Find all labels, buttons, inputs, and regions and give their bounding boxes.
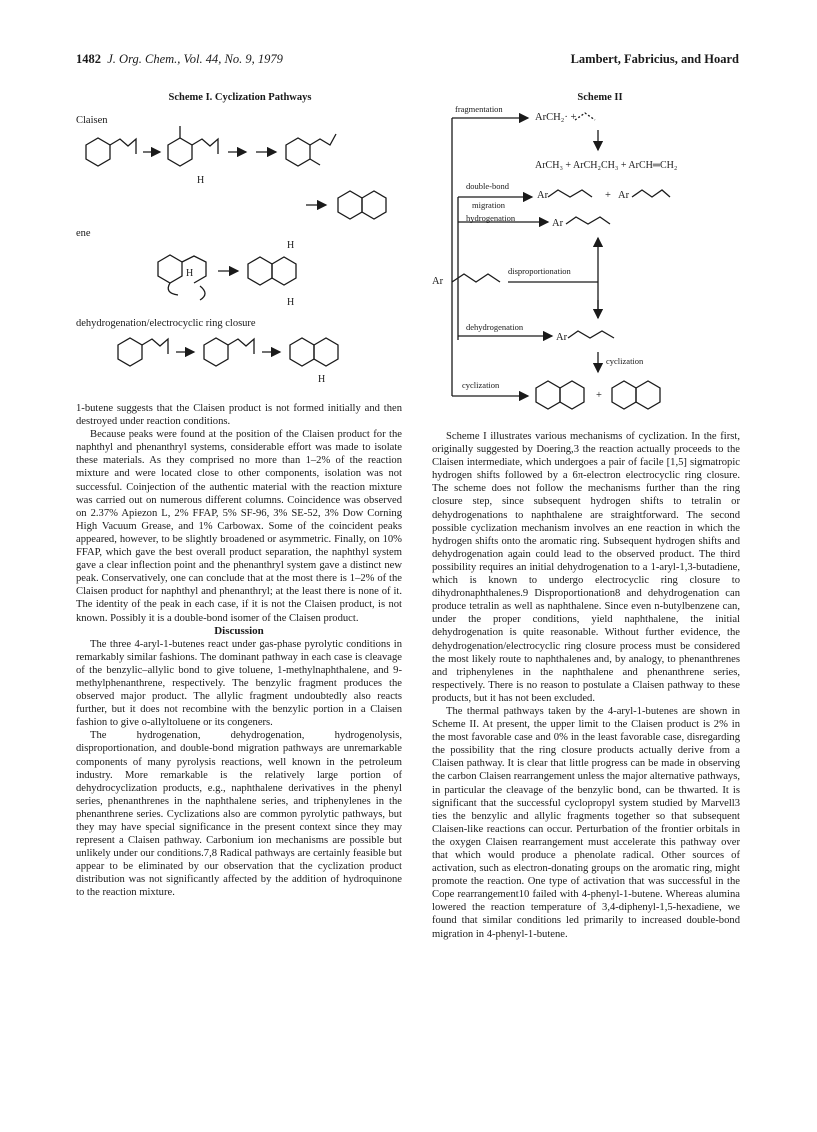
dehydro-diene-structure [204, 338, 254, 366]
right-column [432, 430, 740, 941]
ene-product-structure [248, 257, 296, 285]
allyl-radical [575, 113, 595, 120]
ene-product-h-top: H [287, 240, 295, 251]
left-para-4: The hydrogenation, dehydrogenation, hydrogenolysis, disproportionation, and double-bond migration pathways are unremarkable components of many pyrolysis reactions, well known in the petroleum industry. More remarkable is the relatively large portion of dehydrocyclization products, e.g., naphthalene derivatives in the phenyl series, phenanthrenes in the naphthalene series, and triphenylenes in the phenanthrene series. Cyclizations also are common pyrolytic pathways, but they may have special significance in the present context since they may represent a Claisen pathway. Carbonium ion mechanisms are possible but unlikely under our conditions.7,8 Radical pathways are certainly feasible but appear to be eliminated by our observation that the cyclization product distribution was not significantly affected by the addition of hydroquinone to the reaction mixture. [76, 730, 402, 899]
cyclization-plus: + [596, 390, 602, 401]
claisen-product-bicyclic [338, 191, 386, 219]
diene-ar: Ar [556, 332, 568, 343]
dehydro-product-structure [290, 338, 338, 366]
ene-reactant-structure [158, 255, 206, 300]
left-para-1: 1-butene suggests that the Claisen product is not formed initially and then destroyed under reaction conditions. [76, 403, 402, 428]
scheme1-title: Scheme I. Cyclization Pathways [168, 92, 312, 103]
tetralin-structure [612, 381, 660, 409]
fragment-products-line: ArCH₃ + ArCH₂CH₃ + ArCH═CH₂ [535, 160, 678, 171]
ene-reactant-h-label: H [186, 268, 194, 279]
claisen-dihydro-structure [286, 134, 336, 166]
scheme2-title: Scheme II [577, 92, 623, 103]
running-header-authors: Lambert, Fabricius, and Hoard [570, 52, 739, 66]
left-para-2: Because peaks were found at the position of the Claisen product for the naphthyl and phenanthryl systems, considerable effort was made to isolate these materials. As they comprised no more than 1–2% of the reaction mixture and were located close to other components, isolation was not successful. Coinjection of the authentic material with the reaction mixture was carried out on numerous different columns. Coincidence was observed on 2.37% Apiezon L, 2% FFAP, 5% SF-96, 3% SE-52, 3% Dow Corning High Vacuum Grease, and 1% Carbowax. Some of the coincident peaks appeared, however, to be slightly broadened or asymmetric. Finally, on 10% FFAP, which gave the best overall product separation, the naphthyl system gave a clear inflection point and the phenanthryl system gave a distinct new peak. Conservatively, one can conclude that at the most there is 1–2% of the Claisen product for naphthyl and phenanthryl; at the least there is none of it. The identity of the peak in each case, if it is not the Claisen product, is not known. Possibly it is a double-bond isomer of the Claisen product. [76, 429, 402, 624]
migration-product-1 [548, 190, 592, 197]
label-double-bond: double-bond [466, 181, 509, 191]
right-para-1: Scheme I illustrates various mechanisms of cyclization. In the first, originally suggested by Doering,3 the reaction actually proceeds to the Claisen intermediate, which undergoes a pair of facile [1,5] sigmatropic hydrogen shifts followed by a 6π-electron electrocyclic ring closure. The scheme does not follow the mechanisms further than the ring closure step, since subsequent hydrogen shifts to tetralin or dehydrogenations to naphthalene are straightforward. The second possible cyclization mechanism involves an ene reaction in which the hydrogen shifts onto the aromatic ring. Subsequent hydrogen shifts and dehydrogenation again could lead to the observed product. The third possibility requires an initial dehydrogenation to a 1-aryl-1,3-butadiene, which is known to undergo electrocyclic ring closure to dihydronaphthalenes.9 Disproportionation8 and dehydrogenation can produce tetralin as well as naphthalene. Since even n-butylbenzene can, under the proper conditions, yield naphthalene, the initial dehydrogenation is quite reasonable. Without further evidence, the dehydrogenation/electrocyclic ring closure process must be considered the most likely route to naphthalenes and, by analogy, to phenanthrenes and triphenylenes in the naphthalene and phenanthrene series, respectively. There is no reason to postulate a Claisen pathway to these products, but it has not been excluded. [432, 431, 740, 704]
claisen-reactant-structure [86, 138, 136, 166]
discussion-heading: Discussion [214, 624, 264, 637]
scheme1-dehydro-label: dehydrogenation/electrocyclic ring closure [76, 318, 256, 329]
right-para-2: The thermal pathways taken by the 4-aryl-1-butenes are shown in Scheme II. At present, the upper limit to the Claisen product is 2% in the most favorable case and 0% in the least favorable case, disregarding the possibility that the ring closure products actually derive from a Claisen pathway. It is clear that little progress can be made in observing the carbon Claisen rearrangement unless the major alternative pathways, in particular the cleavage of the benzylic bond, can be thwarted. It is significant that the successful cyclopropyl system studied by Marvell3 ties the benzylic and allylic fragments together so that subsequent Claisen-like reactions can occur. Perturbation of the frontier orbitals in the oxygen Claisen rearrangement must accelerate this pathway over that which would produce a phenolate radical. Other sources of activation, such as electron-donating groups on the aromatic ring, might promote the reaction. One type of activation that was successful in the Cope rearrangement10 failed with 4-phenyl-1-butene. Whereas alumina lowered the reaction temperature of 3,4-diphenyl-1,5-hexadiene, we found that similar conditions led primarily to increased double-bond migration in 4-phenyl-1-butene. [432, 705, 740, 940]
ar-butene-chain [452, 274, 500, 282]
hydrogenation-ar: Ar [552, 218, 564, 229]
label-disproportionation: disproportionation [508, 266, 571, 276]
migration-ar-1: Ar [537, 190, 549, 201]
journal-citation: J. Org. Chem., Vol. 44, No. 9, 1979 [107, 52, 283, 66]
hydrogenation-product [566, 217, 610, 224]
left-para-3: The three 4-aryl-1-butenes react under gas-phase pyrolytic conditions in remarkably similar fashions. The dominant pathway in each case is cleavage of the benzylic–allylic bond to give toluene, 1-methylnaphthalene, and 9-methylphenanthrene, respectively. The benzylic fragment produces the observed major product. The allylic fragment undoubtedly also reacts further, but it does not recombine with the benzylic portion in a Claisen fashion to give o-allyltoluene or its congeners. [76, 638, 402, 729]
migration-ar-2: Ar [618, 190, 630, 201]
label-cyclization-right: cyclization [606, 356, 644, 366]
claisen-h-label: H [197, 175, 205, 186]
scheme1-ene-label: ene [76, 228, 91, 239]
dehydro-product-h-label: H [318, 374, 326, 385]
fragment-benzyl-radical: ArCH₂· + [535, 112, 577, 123]
naphthalene-structure [536, 381, 584, 409]
scheme1-claisen-label: Claisen [76, 115, 108, 126]
migration-product-2 [632, 190, 670, 197]
claisen-intermediate-structure [168, 126, 218, 166]
diene-product [568, 331, 614, 338]
label-dehydrogenation: dehydrogenation [466, 322, 524, 332]
label-cyclization-bottom: cyclization [462, 380, 500, 390]
page-number: 1482 [76, 52, 101, 66]
migration-plus: + [605, 190, 611, 201]
starting-ar: Ar [432, 276, 444, 287]
label-hydrogenation: hydrogenation [466, 213, 516, 223]
left-column [76, 402, 402, 900]
ene-product-h-bottom: H [287, 297, 295, 308]
label-migration: migration [472, 200, 506, 210]
label-fragmentation: fragmentation [455, 104, 503, 114]
dehydro-reactant-structure [118, 338, 168, 366]
